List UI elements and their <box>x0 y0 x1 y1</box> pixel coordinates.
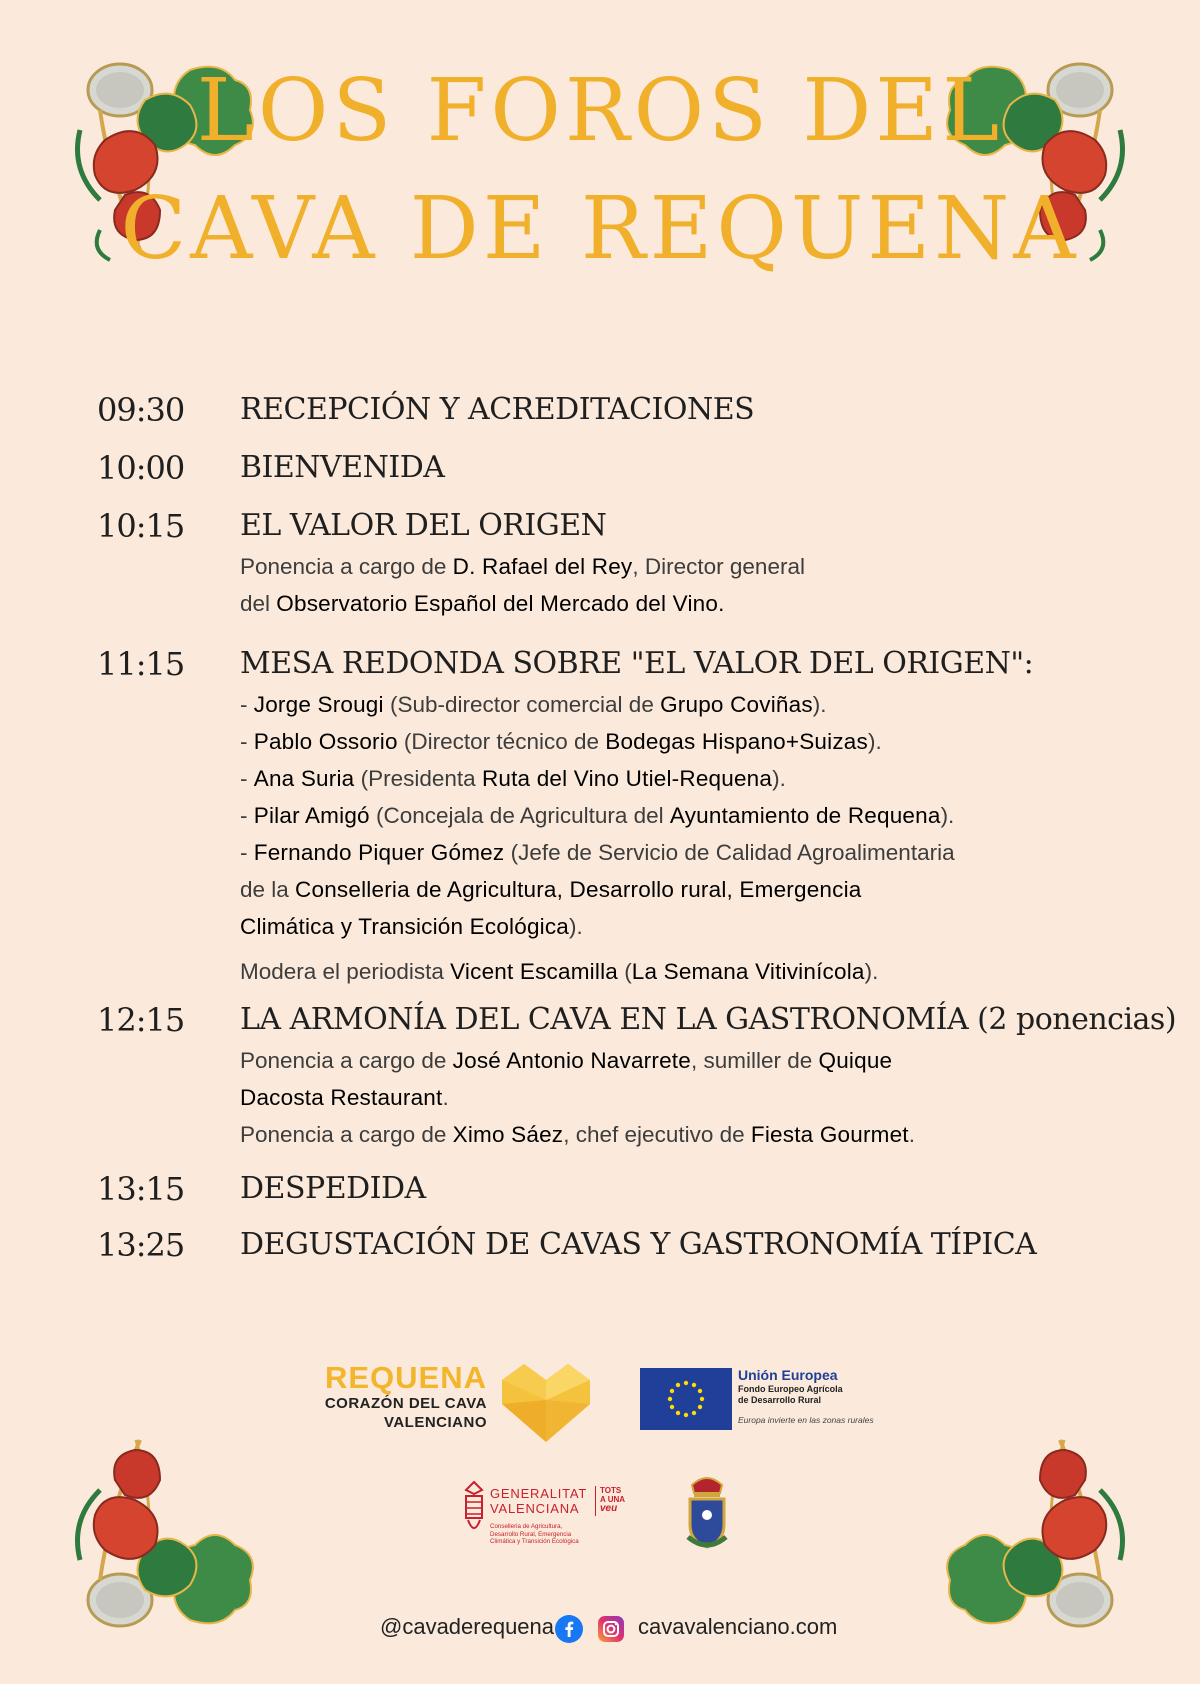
schedule-heading: DEGUSTACIÓN DE CAVAS Y GASTRONOMÍA TÍPICA <box>240 1227 1037 1262</box>
social-footer <box>0 1612 1200 1648</box>
title-line-2: CAVA DE REQUENA <box>120 179 1080 279</box>
schedule-heading: LA ARMONÍA DEL CAVA EN LA GASTRONOMÍA (2 ponencias) <box>240 1002 1177 1037</box>
schedule-item <box>97 1000 1177 1153</box>
schedule-heading: BIENVENIDA <box>240 450 445 485</box>
schedule-item <box>97 1169 1127 1209</box>
schedule <box>97 390 1177 1265</box>
instagram-icon[interactable] <box>597 1615 625 1643</box>
schedule-item <box>97 390 1127 430</box>
eu-fund: de Desarrollo Rural <box>738 1395 822 1405</box>
schedule-time: 13:15 <box>97 1170 185 1208</box>
speaker-line: Dacosta Restaurant. <box>240 1085 449 1110</box>
schedule-time: 12:15 <box>97 1001 185 1039</box>
panelist-line: Climática y Transición Ecológica). <box>240 914 583 939</box>
speaker-line: Ponencia a cargo de Ximo Sáez, chef ejecutivo de Fiesta Gourmet. <box>240 1122 916 1147</box>
tots-a-una-veu: TOTS A UNA veu <box>600 1486 626 1514</box>
eu-motto: Europa invierte en las zonas rurales <box>738 1415 874 1425</box>
requena-logo-sub: VALENCIANO <box>383 1414 487 1431</box>
panelist-line: de la Conselleria de Agricultura, Desarrollo rural, Emergencia <box>240 877 862 902</box>
generalitat-logo <box>462 1478 662 1553</box>
requena-logo-sub: CORAZÓN DEL CAVA <box>324 1395 487 1412</box>
schedule-heading: DESPEDIDA <box>240 1171 426 1206</box>
speaker-line: del Observatorio Español del Mercado del Vino. <box>240 591 725 616</box>
panelist-line: - Pilar Amigó (Concejala de Agricultura del Ayuntamiento de Requena). <box>240 803 955 828</box>
speaker-line: Ponencia a cargo de D. Rafael del Rey, Director general <box>240 554 805 579</box>
panelist-line: - Jorge Srougi (Sub-director comercial de Grupo Coviñas). <box>240 692 827 717</box>
schedule-item <box>97 644 1127 990</box>
generalitat-emblem-icon <box>462 1480 486 1536</box>
schedule-heading: EL VALOR DEL ORIGEN <box>240 508 607 543</box>
schedule-time: 11:15 <box>97 645 185 683</box>
generalitat-department: Conselleria de Agricultura, Desarrollo Rural, Emergencia Climática y Transición Ecológica <box>490 1523 579 1545</box>
schedule-heading: RECEPCIÓN Y ACREDITACIONES <box>240 392 755 427</box>
schedule-item <box>97 1225 1127 1265</box>
schedule-item <box>97 506 1127 622</box>
requena-logo <box>305 1362 487 1432</box>
page-title <box>0 52 1200 288</box>
panelist-line: - Fernando Piquer Gómez (Jefe de Servicio de Calidad Agroalimentaria <box>240 840 955 865</box>
moderator-line: Modera el periodista Vicent Escamilla (La Semana Vitivinícola). <box>240 959 879 984</box>
panelist-line: - Pablo Ossorio (Director técnico de Bodegas Hispano+Suizas). <box>240 729 882 754</box>
schedule-time: 09:30 <box>97 391 185 429</box>
schedule-time: 13:25 <box>97 1226 185 1264</box>
eu-title: Unión Europea <box>738 1367 838 1383</box>
eu-flag-icon <box>640 1368 732 1430</box>
heart-icon <box>502 1360 590 1442</box>
panelist-line: - Ana Suria (Presidenta Ruta del Vino Utiel-Requena). <box>240 766 786 791</box>
speaker-line: Ponencia a cargo de José Antonio Navarrete, sumiller de Quique <box>240 1048 893 1073</box>
facebook-icon[interactable] <box>555 1615 583 1643</box>
schedule-time: 10:15 <box>97 507 185 545</box>
requena-crest-icon <box>682 1471 732 1553</box>
schedule-heading: MESA REDONDA SOBRE "EL VALOR DEL ORIGEN": <box>240 646 1034 681</box>
sponsor-logos <box>0 1350 1200 1460</box>
schedule-time: 10:00 <box>97 449 185 487</box>
social-handle[interactable]: @cavaderequena <box>380 1614 555 1639</box>
generalitat-divider <box>595 1486 596 1516</box>
generalitat-name: GENERALITAT VALENCIANA <box>490 1486 588 1516</box>
website-link[interactable]: cavavalenciano.com <box>638 1614 838 1639</box>
schedule-item <box>97 448 1127 488</box>
eu-fund: Fondo Europeo Agrícola <box>738 1384 843 1394</box>
eu-logo-text <box>738 1366 938 1427</box>
title-line-1: LOS FOROS DEL <box>196 61 1004 161</box>
requena-logo-name: REQUENA <box>324 1360 487 1395</box>
